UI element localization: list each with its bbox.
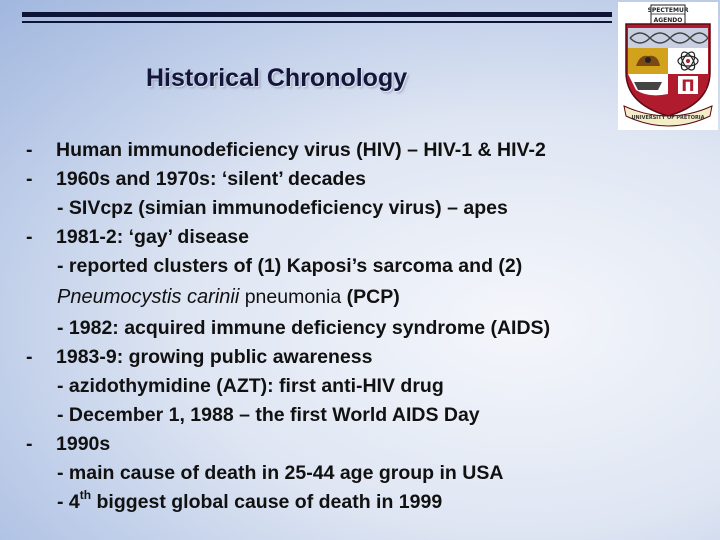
list-subitem-text: - 1982: acquired immune deficiency syndrome (AIDS) (57, 317, 551, 339)
list-item (26, 136, 716, 165)
header-rule-thin (22, 21, 612, 23)
crest-banner-line-1: SPECTEMUR (647, 7, 689, 14)
list-subitem (26, 459, 716, 488)
svg-text:Π: Π (681, 76, 695, 95)
list-dash: - (26, 346, 33, 368)
list-subitem-text: - SIVcpz (simian immunodeficiency virus) – apes (57, 197, 508, 219)
header-rule-thick (22, 12, 612, 17)
list-item (26, 165, 716, 194)
list-dash: - (26, 168, 33, 190)
rank-remainder: biggest global cause of death in 1999 (91, 491, 443, 513)
list-dash: - (26, 433, 33, 455)
list-subitem (26, 372, 716, 401)
slide-title: Historical Chronology (146, 64, 408, 92)
list-item-text: 1981-2: ‘gay’ disease (56, 226, 249, 248)
university-crest-logo (618, 2, 718, 130)
list-item (26, 343, 716, 372)
organism-name: Pneumocystis carinii (57, 286, 240, 308)
list-item-text: 1960s and 1970s: ‘silent’ decades (56, 168, 367, 190)
list-item (26, 223, 716, 252)
list-item-text: Human immunodeficiency virus (HIV) – HIV-1 & HIV-2 (56, 139, 546, 161)
condition-name: pneumonia (239, 286, 342, 308)
list-subitem-text: - reported clusters of (1) Kaposi’s sarcoma and (2) (57, 255, 523, 277)
list-subitem (26, 194, 716, 223)
crest-motto: UNIVERSITY OF PRETORIA (631, 115, 705, 121)
ordinal-suffix: th (79, 487, 92, 502)
list-item-text: 1983-9: growing public awareness (56, 346, 373, 368)
crest-banner-line-2: AGENDO (653, 17, 683, 24)
list-subitem-text: - azidothymidine (AZT): first anti-HIV drug (57, 375, 444, 397)
condition-abbreviation: (PCP) (341, 286, 400, 308)
list-subitem (26, 401, 716, 430)
list-subitem-text (57, 281, 400, 314)
list-subitem (26, 314, 716, 343)
list-subitem (26, 488, 716, 517)
list-subitem-text: - December 1, 1988 – the first World AIDS Day (57, 404, 480, 426)
rank-prefix: - 4 (57, 491, 80, 513)
list-subitem-text: - main cause of death in 25-44 age group in USA (57, 462, 504, 484)
list-subitem-text (57, 488, 442, 517)
list-item-text: 1990s (56, 433, 111, 455)
list-dash: - (26, 226, 33, 248)
list-item (26, 430, 716, 459)
list-subitem-continuation (26, 281, 716, 314)
list-dash: - (26, 139, 33, 161)
list-subitem (26, 252, 716, 281)
bullet-list (26, 136, 716, 517)
